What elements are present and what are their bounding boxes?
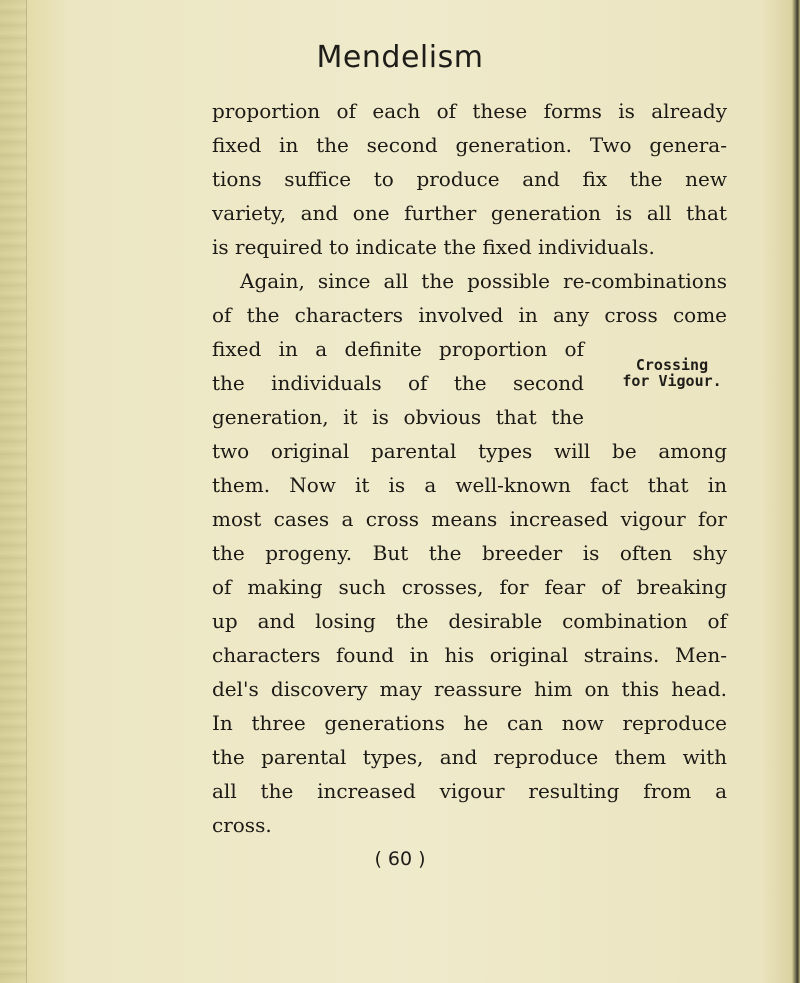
- text-line-20: the parental types, and reproduce them with: [212, 745, 727, 769]
- text-line-21: all the increased vigour resulting from a: [212, 779, 727, 803]
- text-line-11: two original parental types will be among: [212, 439, 727, 463]
- text-line-8: fixed in a definite proportion of: [212, 337, 584, 361]
- page-right-edge: [792, 0, 800, 983]
- text-line-22: cross.: [212, 813, 272, 837]
- text-line-9: the individuals of the second: [212, 371, 584, 395]
- text-line-10: generation, it is obvious that the: [212, 405, 584, 429]
- text-line-19: In three generations he can now reproduce: [212, 711, 727, 735]
- text-line-2: fixed in the second generation. Two genera-: [212, 133, 727, 157]
- running-head: Mendelism: [316, 40, 484, 75]
- marginal-note-line-2: for Vigour.: [622, 372, 722, 390]
- text-line-5: is required to indicate the fixed individuals.: [212, 235, 655, 259]
- text-line-18: del's discovery may reassure him on this head.: [212, 677, 727, 701]
- text-line-15: of making such crosses, for fear of breaking: [212, 575, 727, 599]
- text-line-7: of the characters involved in any cross come: [212, 303, 727, 327]
- marginal-note: [612, 357, 732, 389]
- text-line-17: characters found in his original strains. Men-: [212, 643, 727, 667]
- text-line-16: up and losing the desirable combination of: [212, 609, 727, 633]
- text-line-4: variety, and one further generation is all that: [212, 201, 727, 225]
- marginal-note-line-1: Crossing: [635, 356, 709, 374]
- text-line-14: the progeny. But the breeder is often shy: [212, 541, 727, 565]
- text-line-13: most cases a cross means increased vigour for: [212, 507, 727, 531]
- page-number: ( 60 ): [374, 848, 426, 870]
- page-binding-edge: [0, 0, 27, 983]
- text-line-1: proportion of each of these forms is already: [212, 99, 727, 123]
- text-line-12: them. Now it is a well-known fact that in: [212, 473, 727, 497]
- text-line-3: tions suffice to produce and fix the new: [212, 167, 727, 191]
- text-line-6: Again, since all the possible re-combinations: [240, 269, 727, 293]
